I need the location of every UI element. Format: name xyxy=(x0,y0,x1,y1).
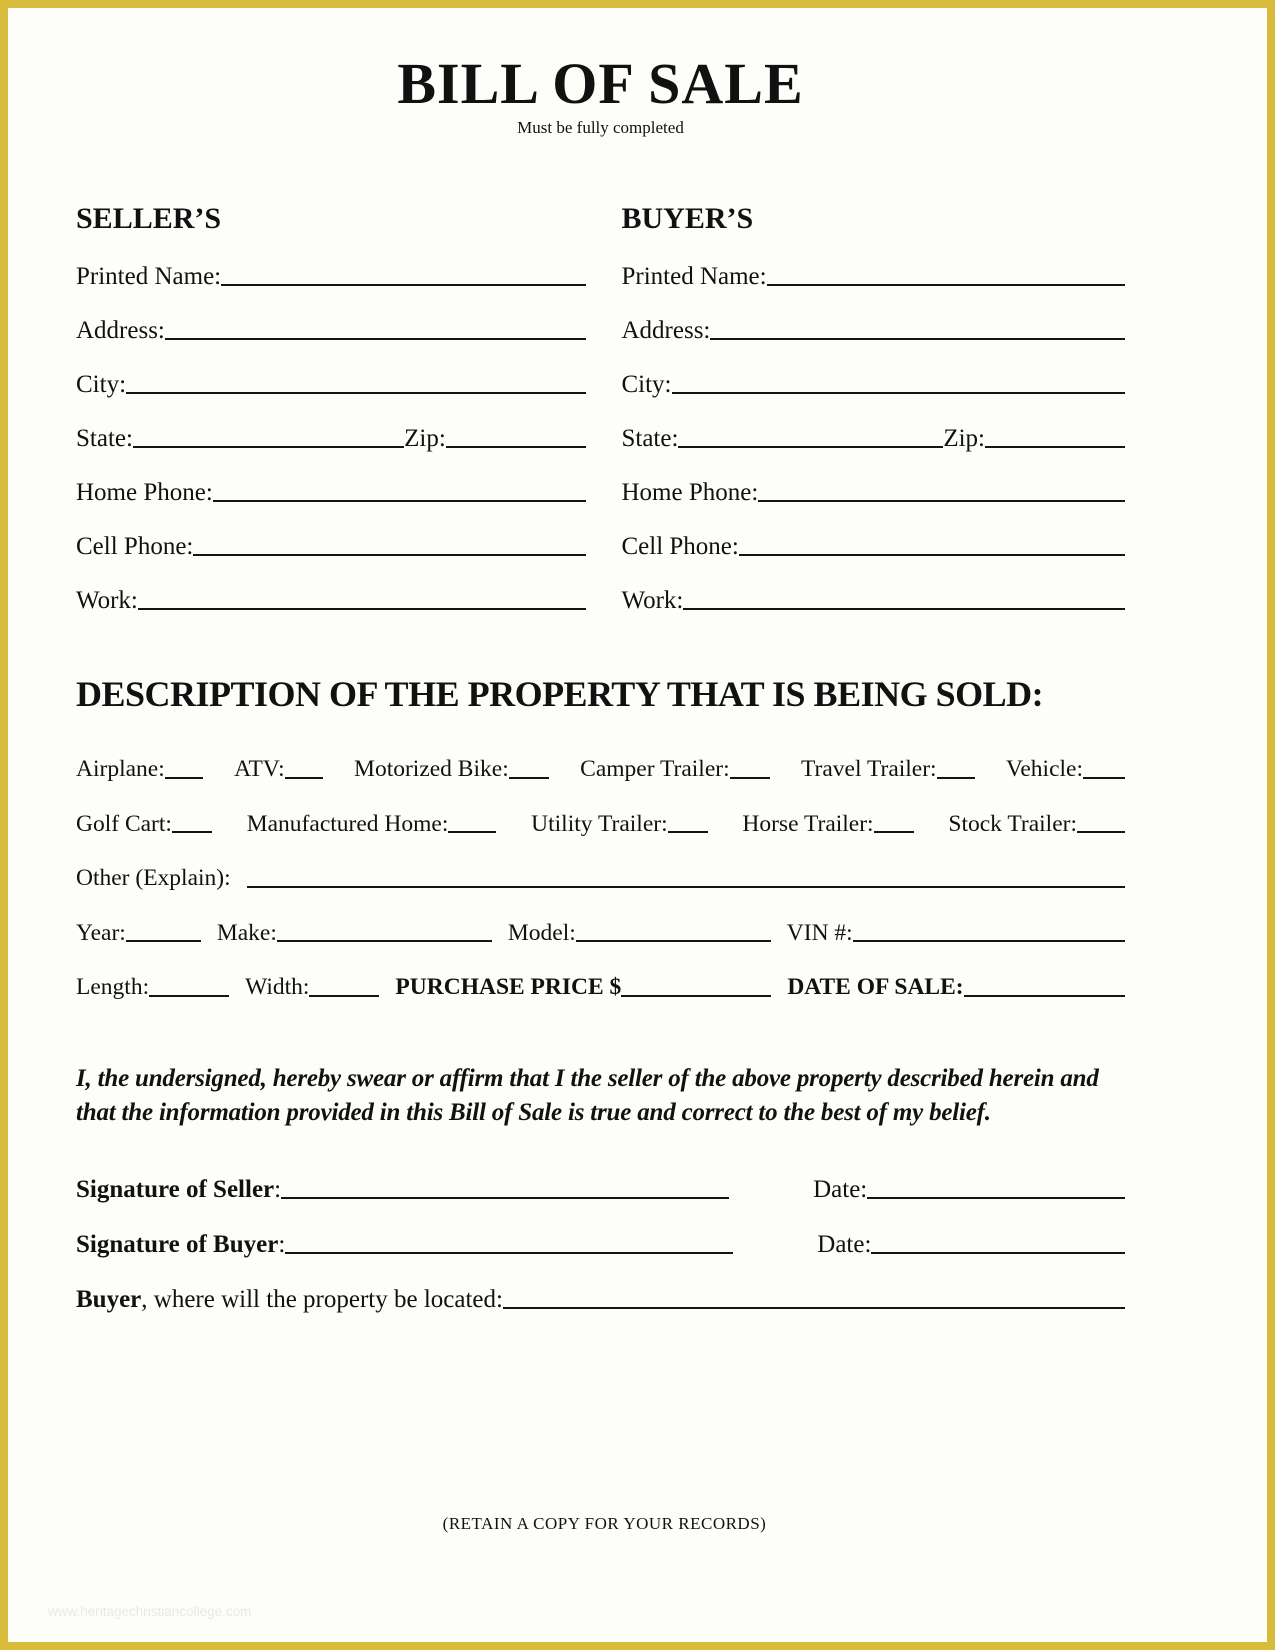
blank-line xyxy=(678,444,943,448)
retain-copy-note: (RETAIN A COPY FOR YOUR RECORDS) xyxy=(442,1514,767,1533)
seller-printed-name-row xyxy=(76,264,586,289)
utility-trailer-field xyxy=(531,810,707,837)
buyer-printed-name-label: Printed Name: xyxy=(621,262,767,290)
seller-city-row xyxy=(76,372,586,397)
manufactured-home-label: Manufactured Home: xyxy=(246,810,449,837)
blank-line xyxy=(871,1250,1125,1254)
seller-column xyxy=(76,202,586,613)
blank-line xyxy=(621,993,771,997)
blank-line xyxy=(309,993,379,997)
motorized-bike-field xyxy=(354,758,549,782)
blank-line xyxy=(172,829,212,833)
seller-home-phone-label: Home Phone: xyxy=(76,478,213,506)
seller-address-row xyxy=(76,318,586,343)
date-of-sale-label: DATE OF SALE: xyxy=(787,974,964,1001)
buyer-address-label: Address: xyxy=(621,316,711,344)
blank-line xyxy=(985,444,1125,448)
date-of-sale-field xyxy=(787,976,1125,1000)
seller-work-label: Work: xyxy=(76,586,138,614)
seller-address-label: Address: xyxy=(76,316,165,344)
blank-line xyxy=(247,884,1125,888)
buyer-cell-phone-label: Cell Phone: xyxy=(621,532,739,560)
blank-line xyxy=(509,775,549,779)
property-type-row-1 xyxy=(76,758,1125,782)
airplane-label: Airplane: xyxy=(76,756,165,783)
page-title: BILL OF SALE xyxy=(397,51,804,116)
seller-signature-label: Signature of Seller xyxy=(76,1175,275,1203)
vehicle-field xyxy=(1006,758,1125,782)
blank-line xyxy=(853,938,1125,942)
page-subtitle: Must be fully completed xyxy=(517,117,684,137)
model-label: Model: xyxy=(507,919,576,946)
blank-line xyxy=(1077,829,1125,833)
blank-line xyxy=(446,444,586,448)
make-field xyxy=(216,919,492,946)
make-label: Make: xyxy=(216,919,277,946)
seller-home-phone-row xyxy=(76,480,586,505)
camper-trailer-field xyxy=(580,758,769,782)
year-label: Year: xyxy=(76,919,126,946)
blank-line xyxy=(739,552,1125,556)
property-location-row xyxy=(76,1287,1125,1312)
vin-label: VIN #: xyxy=(786,919,853,946)
seller-heading: SELLER’S xyxy=(76,201,222,235)
buyer-address-row xyxy=(621,318,1125,343)
motorized-bike-label: Motorized Bike: xyxy=(354,756,509,783)
vehicle-label: Vehicle: xyxy=(1006,756,1083,783)
blank-line xyxy=(448,829,496,833)
property-heading: DESCRIPTION OF THE PROPERTY THAT IS BEING SOLD: xyxy=(76,673,1044,714)
buyer-signature-label: Signature of Buyer xyxy=(76,1230,279,1258)
blank-line xyxy=(285,1250,733,1254)
buyer-cell-phone-row xyxy=(621,534,1125,559)
golf-cart-field xyxy=(76,810,212,837)
manufactured-home-field xyxy=(246,810,497,837)
blank-line xyxy=(165,336,586,340)
blank-line xyxy=(126,390,586,394)
blank-line xyxy=(193,552,585,556)
seller-printed-name-label: Printed Name: xyxy=(76,262,222,290)
blank-line xyxy=(285,775,323,779)
affirmation-statement: I, the undersigned, hereby swear or affirm that I the seller of the above property described herein and that the information provided in this Bill of Sale is true and correct to the best of my belief. xyxy=(76,1064,1099,1127)
property-section xyxy=(76,675,1125,1000)
buyer-work-row xyxy=(621,588,1125,613)
golf-cart-label: Golf Cart: xyxy=(76,810,172,837)
airplane-field xyxy=(76,758,203,782)
year-make-model-vin-row xyxy=(76,919,1125,946)
buyer-home-phone-label: Home Phone: xyxy=(621,478,759,506)
seller-signature-colon: : xyxy=(274,1175,282,1203)
buyer-zip-label: Zip: xyxy=(943,424,985,452)
blank-line xyxy=(758,498,1125,502)
buyer-city-label: City: xyxy=(621,370,672,398)
blank-line xyxy=(213,498,586,502)
purchase-price-field xyxy=(395,976,771,1000)
buyer-signature-row xyxy=(76,1232,1125,1257)
property-type-row-2 xyxy=(76,810,1125,837)
blank-line xyxy=(668,829,708,833)
blank-line xyxy=(683,606,1125,610)
width-label: Width: xyxy=(245,974,310,1001)
other-explain-label: Other (Explain): xyxy=(76,865,231,892)
blank-line xyxy=(277,938,492,942)
model-field xyxy=(507,919,771,946)
seller-date-label: Date: xyxy=(813,1175,868,1203)
buyer-city-row xyxy=(621,372,1125,397)
buyer-column xyxy=(621,202,1125,613)
horse-trailer-label: Horse Trailer: xyxy=(742,810,874,837)
blank-line xyxy=(503,1305,1125,1309)
travel-trailer-label: Travel Trailer: xyxy=(801,756,937,783)
blank-line xyxy=(672,390,1126,394)
utility-trailer-label: Utility Trailer: xyxy=(531,810,668,837)
signature-section xyxy=(76,1177,1125,1312)
buyer-signature-colon: : xyxy=(278,1230,286,1258)
seller-cell-phone-row xyxy=(76,534,586,559)
blank-line xyxy=(937,775,975,779)
blank-line xyxy=(1083,775,1125,779)
property-location-label: , where will the property be located: xyxy=(141,1285,503,1313)
purchase-price-label: PURCHASE PRICE $ xyxy=(395,974,622,1001)
buyer-state-label: State: xyxy=(621,424,679,452)
blank-line xyxy=(576,938,771,942)
year-field xyxy=(76,919,201,946)
stock-trailer-field xyxy=(948,810,1125,837)
seller-cell-phone-label: Cell Phone: xyxy=(76,532,194,560)
buyer-state-zip-row xyxy=(621,426,1125,451)
blank-line xyxy=(126,938,201,942)
other-explain-row xyxy=(76,867,1125,891)
length-width-price-date-row xyxy=(76,976,1125,1000)
property-location-buyer-label: Buyer xyxy=(76,1285,142,1313)
blank-line xyxy=(149,993,229,997)
blank-line xyxy=(964,993,1125,997)
blank-line xyxy=(767,282,1125,286)
width-field xyxy=(245,976,379,1000)
blank-line xyxy=(138,606,586,610)
seller-signature-row xyxy=(76,1177,1125,1202)
length-label: Length: xyxy=(76,974,150,1001)
watermark-url: www.heritagechristiancollege.com xyxy=(48,1604,252,1619)
buyer-heading: BUYER’S xyxy=(621,201,754,235)
seller-work-row xyxy=(76,588,586,613)
buyer-work-label: Work: xyxy=(621,586,684,614)
seller-state-zip-row xyxy=(76,426,586,451)
stock-trailer-label: Stock Trailer: xyxy=(948,810,1077,837)
buyer-date-label: Date: xyxy=(817,1230,872,1258)
travel-trailer-field xyxy=(801,758,975,782)
blank-line xyxy=(165,775,203,779)
buyer-home-phone-row xyxy=(621,480,1125,505)
seller-state-label: State: xyxy=(76,424,133,452)
camper-trailer-label: Camper Trailer: xyxy=(580,756,730,783)
atv-field xyxy=(234,758,322,782)
seller-zip-label: Zip: xyxy=(404,424,446,452)
blank-line xyxy=(874,829,914,833)
length-field xyxy=(76,976,229,1000)
horse-trailer-field xyxy=(742,810,913,837)
seller-city-label: City: xyxy=(76,370,127,398)
vin-field xyxy=(786,919,1125,946)
blank-line xyxy=(221,282,586,286)
blank-line xyxy=(281,1195,729,1199)
blank-line xyxy=(867,1195,1125,1199)
buyer-printed-name-row xyxy=(621,264,1125,289)
blank-line xyxy=(730,775,770,779)
blank-line xyxy=(710,336,1125,340)
document-header xyxy=(76,52,1125,138)
parties-section xyxy=(76,202,1125,613)
atv-label: ATV: xyxy=(234,756,285,783)
blank-line xyxy=(133,444,404,448)
